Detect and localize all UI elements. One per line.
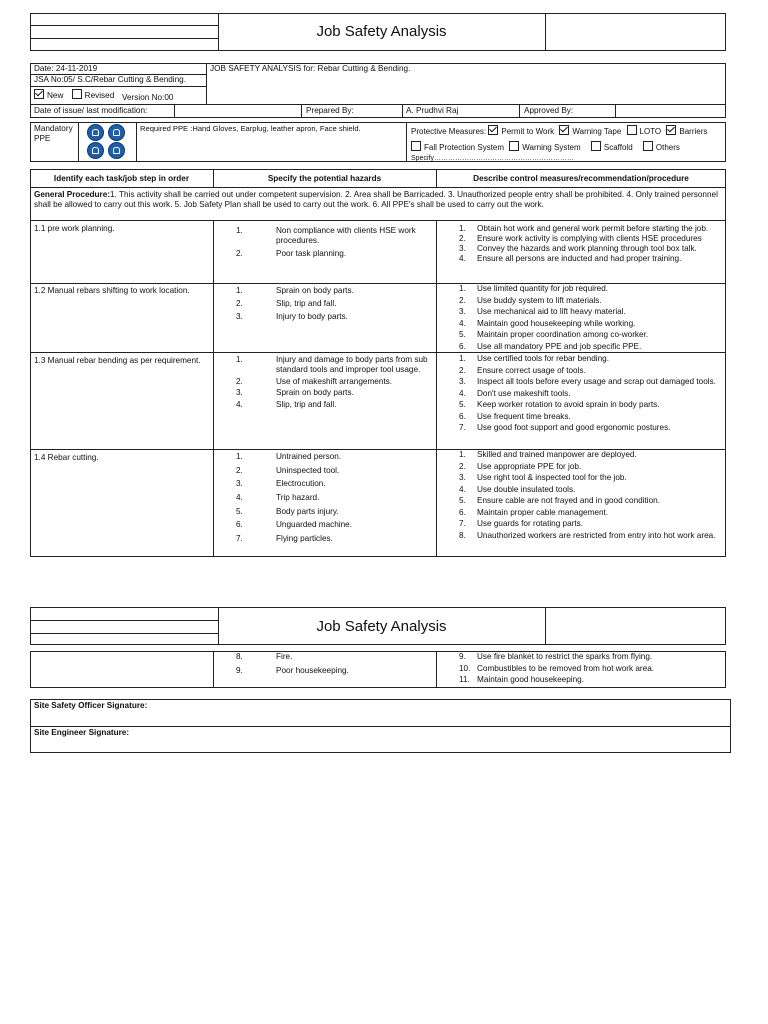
list-item: 6. Use all mandatory PPE and job specific PPE. bbox=[459, 341, 642, 351]
list-item: 4. Ensure all persons are inducted and had proper training. bbox=[459, 254, 682, 263]
others-checkbox[interactable] bbox=[643, 141, 653, 151]
list-item: 3. Use right tool & inspected tool for the job. bbox=[459, 473, 627, 482]
list-item: 6. Unguarded machine. bbox=[236, 520, 353, 530]
revision-checkboxes bbox=[34, 89, 114, 101]
protective-label: Protective Measures: bbox=[411, 127, 487, 136]
site-engineer-signature: Site Engineer Signature: bbox=[34, 728, 130, 737]
fall-protection-checkbox[interactable] bbox=[411, 141, 421, 151]
hazards-1-3 bbox=[236, 355, 432, 410]
general-procedure-text: 1. This activity shall be carried out under competent supervision. 2. Area shall be Barricaded. 3. Unauthorized people entry shall be prohibited. 4. Only trained personnel shall be allowed to carry out this work. 5. Job Safety Plan shall be used to carry out the work. 6. All PPE's shall be used to carry out the work. bbox=[34, 190, 718, 209]
permit-label: Permit to Work bbox=[501, 127, 555, 136]
list-item: 2. Slip, trip and fall. bbox=[236, 299, 337, 308]
safety-helmet-icon bbox=[87, 124, 104, 141]
list-item: 1. Untrained person. bbox=[236, 452, 342, 461]
list-item: 2. Ensure work activity is complying with clients HSE procedures bbox=[459, 234, 702, 243]
loto-label: LOTO bbox=[639, 127, 662, 136]
header-hazards: Specify the potential hazards bbox=[267, 174, 382, 183]
new-checkbox[interactable] bbox=[34, 89, 44, 99]
list-item: 3. Injury to body parts. bbox=[236, 312, 348, 321]
warning-tape-checkbox[interactable] bbox=[559, 125, 569, 135]
list-item: 2. Use appropriate PPE for job. bbox=[459, 461, 582, 471]
hazards-1-4 bbox=[236, 452, 432, 544]
list-item: 3. Electrocution. bbox=[236, 479, 326, 489]
list-item: 4. Use double insulated tools. bbox=[459, 484, 576, 494]
header-controls: Describe control measures/recommendation/procedure bbox=[473, 174, 689, 183]
general-procedure-label: General Procedure: bbox=[34, 190, 110, 199]
scaffold-label: Scaffold bbox=[603, 143, 633, 152]
header-task: Identify each task/job step in order bbox=[53, 174, 190, 183]
list-item: 10. Combustibles to be removed from hot work area. bbox=[459, 663, 655, 673]
list-item: 7. Flying particles. bbox=[236, 534, 333, 544]
safety-boots-icon bbox=[108, 142, 125, 159]
controls-1-3 bbox=[459, 354, 721, 433]
list-item: 5. Maintain proper coordination among co-worker. bbox=[459, 330, 649, 339]
page2-title: Job Safety Analysis bbox=[316, 618, 447, 635]
others-label: Others bbox=[655, 143, 680, 152]
list-item: 2. Uninspected tool. bbox=[236, 465, 340, 475]
specify-line: Specify…………………………………………………… bbox=[411, 155, 574, 162]
list-item: 4. Slip, trip and fall. bbox=[236, 399, 337, 409]
prepared-by-value: A. Prudhvi Raj bbox=[406, 106, 459, 115]
list-item: 7. Use good foot support and good ergonomic postures. bbox=[459, 423, 671, 432]
list-item: 1. Skilled and trained manpower are deployed. bbox=[459, 450, 637, 459]
list-item: 6. Maintain proper cable management. bbox=[459, 507, 609, 517]
list-item: 1. Injury and damage to body parts from sub standard tools and improper tool usage. bbox=[236, 355, 428, 374]
task-1-2: 1.2 Manual rebars shifting to work location. bbox=[34, 286, 190, 295]
date-issue-label: Date of issue/ last modification: bbox=[34, 106, 148, 115]
task-1-3: 1.3 Manual rebar bending as per requirement. bbox=[34, 356, 201, 365]
barriers-checkbox[interactable] bbox=[666, 125, 676, 135]
list-item: 6. Use frequent time breaks. bbox=[459, 411, 571, 421]
hazards-1-1 bbox=[236, 226, 432, 259]
general-procedure bbox=[34, 190, 724, 210]
analysis-for: JOB SAFETY ANALYSIS for: Rebar Cutting & Bending. bbox=[210, 64, 411, 73]
list-item: 1. Use limited quantity for job required. bbox=[459, 284, 609, 293]
warning-system-label: Warning System bbox=[522, 143, 581, 152]
list-item: 9. Use fire blanket to restrict the sparks from flying. bbox=[459, 652, 653, 661]
controls-continued bbox=[459, 652, 721, 685]
controls-1-2 bbox=[459, 284, 721, 352]
scaffold-checkbox[interactable] bbox=[591, 141, 601, 151]
list-item: 11. Maintain good housekeeping. bbox=[459, 675, 584, 684]
jsa-number: JSA No:05/ S.C/Rebar Cutting & Bending. bbox=[34, 75, 187, 84]
list-item: 2. Ensure correct usage of tools. bbox=[459, 365, 586, 375]
controls-1-4 bbox=[459, 450, 721, 541]
list-item: 1. Obtain hot work and general work permit before starting the job. bbox=[459, 224, 709, 233]
safety-gloves-icon bbox=[108, 124, 125, 141]
prepared-by-label: Prepared By: bbox=[306, 106, 354, 115]
list-item: 3. Convey the hazards and work planning through tool box talk. bbox=[459, 244, 697, 253]
list-item: 4. Maintain good housekeeping while working. bbox=[459, 318, 636, 328]
date-text: Date: 24-11-2019 bbox=[34, 64, 98, 73]
revised-checkbox[interactable] bbox=[72, 89, 82, 99]
list-item: 8. Unauthorized workers are restricted from entry into hot work area. bbox=[459, 530, 716, 540]
list-item: 3. Sprain on body parts. bbox=[236, 388, 354, 397]
list-item: 2. Poor task planning. bbox=[236, 249, 347, 258]
new-label: New bbox=[47, 91, 64, 100]
list-item: 5. Ensure cable are not frayed and in good condition. bbox=[459, 496, 660, 505]
approved-by-label: Approved By: bbox=[524, 106, 574, 115]
list-item: 1. Non compliance with clients HSE work procedures. bbox=[236, 226, 416, 245]
list-item: 5. Body parts injury. bbox=[236, 506, 339, 516]
list-item: 3. Inspect all tools before every usage and scrap out damaged tools. bbox=[459, 377, 716, 386]
permit-checkbox[interactable] bbox=[488, 125, 498, 135]
safety-vest-icon bbox=[87, 142, 104, 159]
warning-system-checkbox[interactable] bbox=[509, 141, 519, 151]
site-safety-officer-signature: Site Safety Officer Signature: bbox=[34, 701, 148, 710]
loto-checkbox[interactable] bbox=[627, 125, 637, 135]
fall-protection-label: Fall Protection System bbox=[424, 143, 505, 152]
version-number: Version No:00 bbox=[122, 93, 174, 102]
task-1-1: 1.1 pre work planning. bbox=[34, 224, 115, 233]
page-title: Job Safety Analysis bbox=[316, 23, 447, 40]
list-item: 8. Fire. bbox=[236, 652, 293, 661]
list-item: 4. Don't use makeshift tools. bbox=[459, 388, 571, 398]
list-item: 2. Use buddy system to lift materials. bbox=[459, 295, 602, 305]
warning-tape-label: Warning Tape bbox=[572, 127, 622, 136]
list-item: 9. Poor housekeeping. bbox=[236, 665, 349, 675]
controls-1-1 bbox=[459, 224, 721, 264]
hazards-1-2 bbox=[236, 286, 432, 322]
list-item: 1. Sprain on body parts. bbox=[236, 286, 354, 295]
list-item: 2. Use of makeshift arrangements. bbox=[236, 376, 393, 386]
barriers-label: Barriers bbox=[679, 127, 708, 136]
list-item: 5. Keep worker rotation to avoid sprain in body parts. bbox=[459, 400, 660, 409]
required-ppe: Required PPE :Hand Gloves, Earplug, leather apron, Face shield. bbox=[140, 124, 361, 133]
protective-measures bbox=[411, 125, 725, 164]
revised-label: Revised bbox=[84, 91, 115, 100]
task-1-4: 1.4 Rebar cutting. bbox=[34, 453, 99, 462]
mandatory-ppe-label: Mandatory PPE bbox=[34, 124, 73, 143]
list-item: 3. Use mechanical aid to lift heavy material. bbox=[459, 307, 626, 316]
list-item: 1. Use certified tools for rebar bending. bbox=[459, 354, 609, 363]
list-item: 4. Trip hazard. bbox=[236, 493, 320, 503]
list-item: 7. Use guards for rotating parts. bbox=[459, 519, 584, 528]
hazards-continued bbox=[236, 652, 432, 676]
